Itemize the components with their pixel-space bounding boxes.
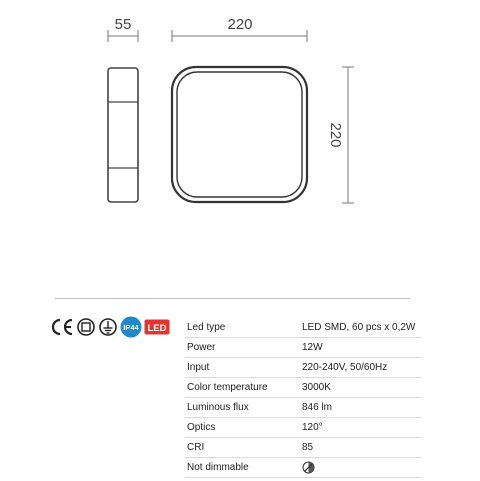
spec-row-color-temperature [185,378,421,398]
spec-value: 12W [302,342,323,353]
front-height-label: 220 [327,122,344,148]
class-ii-insulation-icon [76,317,96,337]
certification-marks [50,316,170,338]
front-view [172,67,307,202]
side-width-dimension [108,16,138,42]
spec-label: Led type [187,322,226,333]
spec-row-power [185,338,421,358]
spec-label: Optics [187,422,216,433]
svg-text:IP44: IP44 [123,323,139,332]
spec-row-input [185,358,421,378]
spec-row-luminous-flux [185,398,421,418]
ce-mark-icon [50,317,74,337]
svg-text:LED: LED [147,323,167,334]
spec-value: 85 [302,442,314,453]
side-view [108,68,138,202]
spec-label: Power [187,342,216,353]
specifications-table [185,318,421,478]
spec-label: Luminous flux [187,402,249,413]
ip44-badge-icon [120,316,142,338]
spec-row-led-type [185,318,421,338]
spec-label: Color temperature [187,382,268,393]
side-width-label: 55 [114,16,132,33]
front-width-label: 220 [227,16,253,33]
no-dimming-icon [302,461,315,481]
section-divider [55,298,410,299]
led-badge-icon [144,319,170,335]
spec-label: Not dimmable [187,462,249,473]
front-height-dimension [327,67,354,203]
spec-value: 120° [302,422,323,433]
front-width-dimension [172,16,307,42]
spec-row-cri [185,438,421,458]
ground-symbol-icon [98,317,118,337]
spec-value: 220-240V, 50/60Hz [302,362,388,373]
spec-label: CRI [187,442,205,453]
spec-value: 846 lm [302,402,333,413]
spec-value: 3000K [302,382,331,393]
spec-value: LED SMD, 60 pcs x 0,2W [302,322,416,333]
spec-label: Input [187,362,210,373]
spec-row-not-dimmable [185,458,421,478]
spec-row-optics [185,418,421,438]
